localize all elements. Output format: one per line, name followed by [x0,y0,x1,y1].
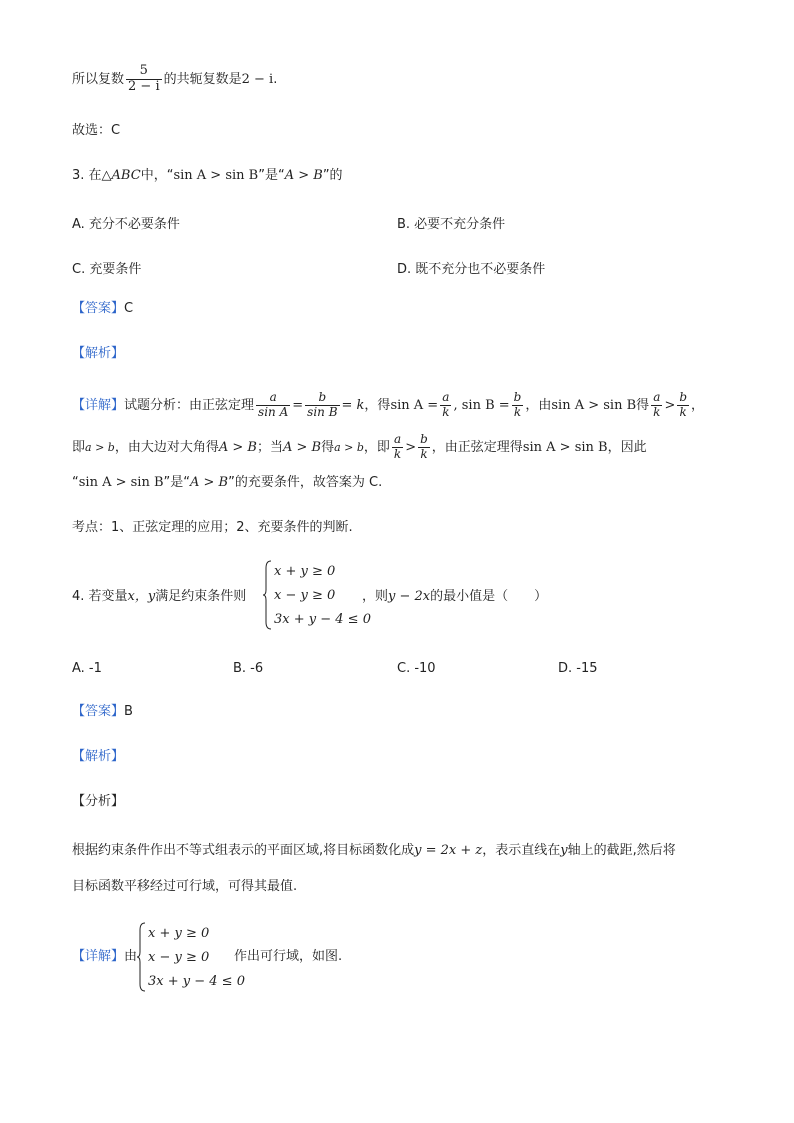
q4-option-c: C. -10 [397,661,436,676]
math: sin A > sin B [551,397,637,413]
math: x，y [127,589,156,604]
text: 4. 若变量 [72,589,128,604]
text: . [273,71,278,87]
text: 由 [124,949,138,964]
q3-detail-line2 [72,427,647,467]
math: > [664,397,676,413]
detail-tag: 【详解】 [72,949,125,964]
q4-option-d: D. -15 [558,661,598,676]
math: sin A = [390,397,439,413]
q3-kaodian: 考点：1、正弦定理的应用；2、充要条件的判断. [72,520,353,535]
denominator: sin A [258,404,289,419]
q4-fenxi-line2: 目标函数平移经过可行域，可得其最值. [72,879,298,894]
text: ”的 [322,168,343,183]
numerator: a [653,389,661,404]
q4-detail-b: 作出可行域，如图. [234,949,343,964]
denominator: k [418,447,430,462]
math: y [560,843,568,858]
math: a > b [85,440,115,454]
text: ；当 [256,439,283,455]
q4-stem-b [362,590,547,603]
text: 的最小值是（ ） [430,589,548,604]
left-brace-icon [262,560,272,630]
q3-option-b: B. 必要不充分条件 [397,217,506,232]
numerator: b [318,389,327,404]
text: ，因此 [607,439,647,455]
text: ，得 [364,397,391,413]
q3-option-a: A. 充分不必要条件 [72,217,180,232]
denominator: k [512,405,524,420]
math-value: 2 − i [241,71,274,87]
math: sin A > sin B [522,439,608,455]
text: ，表示直线在 [482,843,561,858]
math: ABC [111,168,141,183]
q4-stem-a [72,590,246,603]
fraction [512,391,524,420]
math: A > B [284,168,323,183]
fraction [392,433,403,462]
denominator: sin B [307,404,338,419]
numerator: 5 [139,63,148,78]
text: ，由正弦定理得 [431,439,523,455]
q3-stem [72,169,343,182]
constraint-2: x − y ≥ 0 [148,950,210,965]
denominator: k [677,405,689,420]
q3-option-c: C. 充要条件 [72,262,142,277]
constraint-1: x + y ≥ 0 [274,564,336,579]
q4-fenxi-line1 [72,844,676,857]
constraint-3: 3x + y − 4 ≤ 0 [274,612,371,627]
text: 轴上的截距,然后将 [567,843,676,858]
fraction [440,391,451,420]
fraction [418,433,430,462]
conclusion-line [72,64,277,95]
text: 得 [636,397,650,413]
answer-value: C [124,301,134,316]
numerator: a [269,389,277,404]
math: sin A > sin B [173,168,259,183]
q4-detail-a [72,950,137,963]
text: ”是“ [163,475,191,490]
numerator: a [442,389,450,404]
text: 所以复数 [72,71,125,87]
numerator: a [393,431,402,446]
text: 3. 在△ [72,168,112,183]
fraction [126,64,162,95]
fraction [256,391,290,420]
answer-tag: 【答案】 [72,704,125,719]
denominator: k [442,404,450,419]
denominator: k [653,404,661,419]
text: 的共轭复数是 [163,71,242,87]
math: = [292,397,304,413]
q4-option-b: B. -6 [233,661,264,676]
text: “ [72,475,79,490]
text: ，则 [362,589,389,604]
fraction [651,391,662,420]
left-brace-icon [136,922,146,992]
math: a > b [334,440,364,454]
math: , sin B = [453,397,510,413]
answer-tag: 【答案】 [72,301,125,316]
q4-analysis-tag: 【解析】 [72,749,125,764]
numerator: b [420,431,428,446]
text: ”是“ [258,168,285,183]
q4-fenxi-tag: 【分析】 [72,794,125,809]
q3-detail-line3 [72,476,382,489]
fraction [677,391,689,420]
math: > [405,439,417,455]
math: A > B [282,439,322,455]
text: ”的充要条件，故答案为 C. [228,475,383,490]
answer-value: B [124,704,133,719]
text: 中，“ [140,168,174,183]
q3-option-d: D. 既不充分也不必要条件 [397,262,546,277]
math: = k [341,397,365,413]
text: 根据约束条件作出不等式组表示的平面区域,将目标函数化成 [72,843,415,858]
math: y = 2x + z [414,843,483,858]
text: ，由 [525,397,552,413]
math: sin A > sin B [78,475,164,490]
text: ，由大边对大角得 [114,439,219,455]
math: y − 2x [388,589,431,604]
q3-analysis-tag: 【解析】 [72,346,125,361]
text: 试题分析：由正弦定理 [124,397,255,413]
numerator: b [679,389,688,404]
q4-option-a: A. -1 [72,661,102,676]
denominator: 2 − i [128,78,160,94]
text: ，即 [363,439,390,455]
q3-answer [72,302,133,315]
text: 满足约束条件则 [155,589,247,604]
q4-answer [72,705,133,718]
text: 得 [321,439,335,455]
detail-tag: 【详解】 [72,397,125,413]
denominator: k [393,446,402,461]
numerator: b [513,389,522,404]
q3-detail-line1 [72,385,704,425]
constraint-2: x − y ≥ 0 [274,588,336,603]
fraction [305,391,339,420]
constraint-1: x + y ≥ 0 [148,926,210,941]
text: ， [691,397,705,413]
constraint-3: 3x + y − 4 ≤ 0 [148,974,245,989]
q4-detail-system [136,922,246,992]
text: 即 [72,439,86,455]
choice-line: 故选：C [72,123,121,138]
math: A > B [218,439,257,455]
math: A > B [190,475,229,490]
